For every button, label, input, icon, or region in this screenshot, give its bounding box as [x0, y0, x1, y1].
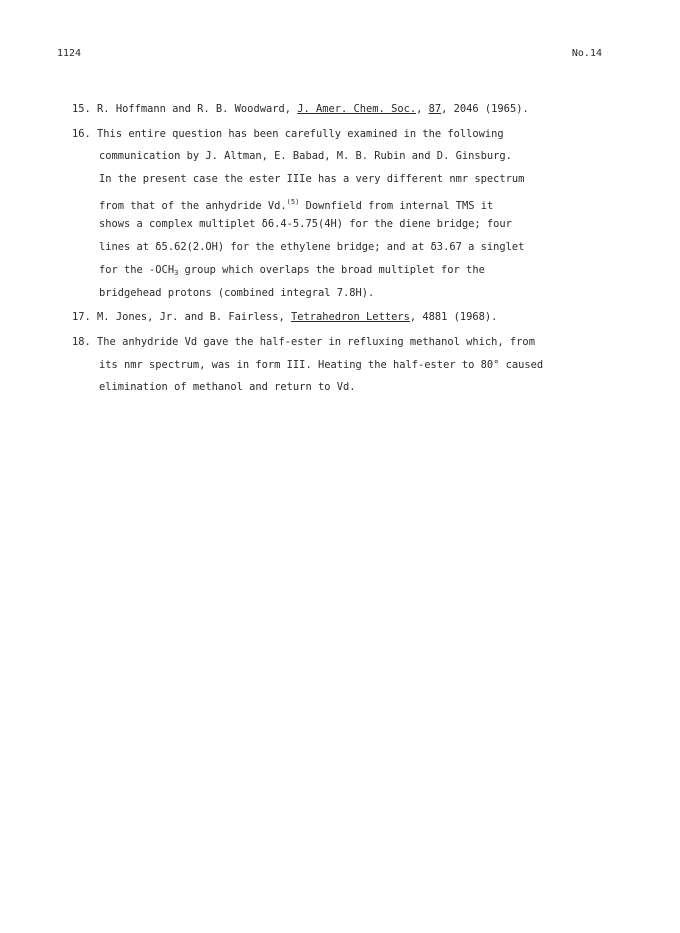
note-17-journal: Tetrahedron Letters	[290, 311, 410, 324]
note-17-authors: M. Jones, Jr. and B. Fairless,	[97, 311, 291, 324]
note-17-number: 17.	[72, 311, 91, 324]
note-16-line-1	[72, 127, 602, 150]
note-15-authors: R. Hoffmann and R. B. Woodward,	[97, 103, 298, 115]
note-16-line-7	[72, 263, 602, 286]
note-15-sep: ,	[416, 103, 429, 115]
note-16-text-7: for the -OCH	[99, 263, 175, 276]
note-16-text-7b: group which overlaps the broad multiplet for the	[178, 263, 485, 276]
note-16-line-6: lines at δ5.62(2.OH) for the ethylene bridge; and at δ3.67 a singlet	[99, 241, 525, 254]
note-15-pages: , 2046 (1965).	[441, 103, 529, 115]
note-16	[72, 127, 602, 309]
note-16-ref: (5)	[286, 197, 300, 206]
note-18	[72, 335, 602, 403]
note-16-text-1: This entire question has been carefully examined in the following	[97, 127, 504, 140]
note-15-journal: J. Amer. Chem. Soc.	[297, 103, 417, 115]
note-16-text-4: from that of the anhydride Vd.	[99, 199, 287, 212]
note-18-line-2: its nmr spectrum, was in form III. Heating the half-ester to 80° caused	[99, 358, 544, 371]
note-15-number: 15.	[72, 103, 91, 115]
note-16-text-4b: Downfield from internal TMS it	[299, 199, 494, 212]
note-15-volume: 87	[428, 103, 442, 115]
journal-issue: No.14	[571, 48, 602, 59]
note-18-line-1	[72, 335, 602, 358]
note-18-line-3: elimination of methanol and return to Vd.	[99, 381, 356, 394]
note-16-number: 16.	[72, 127, 91, 140]
note-16-line-8: bridgehead protons (combined integral 7.8H).	[99, 286, 375, 299]
page-number: 1124	[57, 48, 82, 59]
note-17-pages: , 4881 (1968).	[409, 311, 498, 324]
note-17-line-1	[72, 310, 602, 333]
note-16-line-2: communication by J. Altman, E. Babad, M. B. Rubin and D. Ginsburg.	[99, 150, 512, 163]
note-16-subscript: 3	[174, 268, 179, 277]
note-16-line-5: shows a complex multiplet δ6.4-5.75(4H) for the diene bridge; four	[99, 218, 512, 231]
notes-list	[72, 102, 602, 403]
note-15-line-1	[72, 102, 602, 125]
note-18-text-1: The anhydride Vd gave the half-ester in refluxing methanol which, from	[97, 335, 535, 348]
note-15	[72, 102, 602, 125]
note-18-number: 18.	[72, 335, 91, 348]
note-16-line-4	[72, 195, 602, 218]
note-17	[72, 310, 602, 333]
note-16-line-3: In the present case the ester IIIe has a very different nmr spectrum	[99, 173, 525, 186]
